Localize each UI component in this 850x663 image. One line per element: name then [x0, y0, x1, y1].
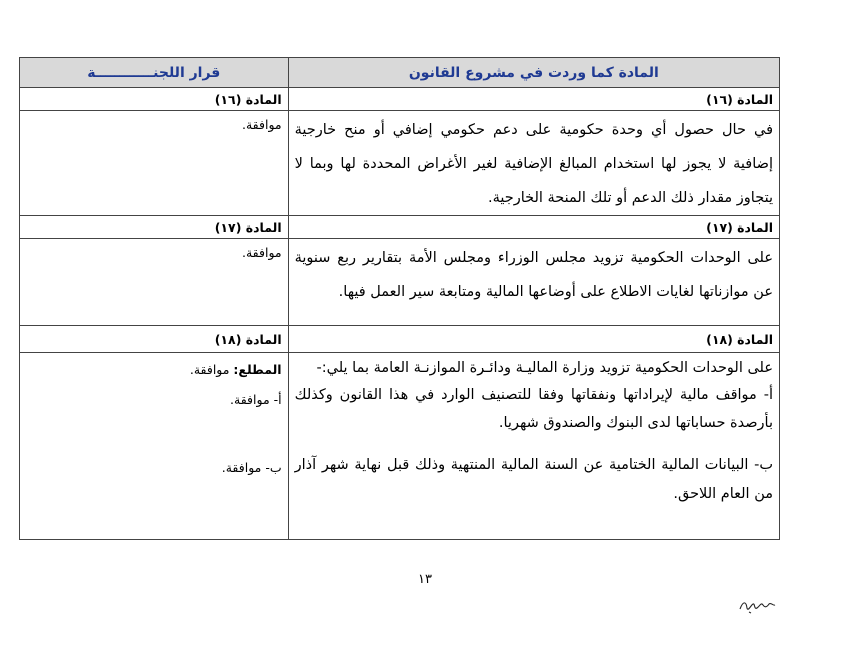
bill-article-18-item-a: أ- مواقف مالية لإيراداتها ونفقاتها وفقا للتصنيف الوارد في هذا القانون وكذلك بأرصدة حساباتها لدى البنوك والصندوق شهريا. — [294, 387, 773, 431]
committee-article-18-title: المادة (١٨) — [20, 326, 289, 353]
committee-article-17-decision: موافقة. — [20, 239, 289, 326]
page-number: ١٣ — [418, 572, 432, 587]
article-17-title-row — [20, 216, 780, 239]
committee-preamble-text: موافقة. — [189, 362, 234, 377]
bill-article-17-text: على الوحدات الحكومية تزويد مجلس الوزراء ومجلس الأمة بتقارير ربع سنوية عن موازناتها لغايات الاطلاع على أوضاعها المالية ومتابعة سير العمل فيها. — [288, 239, 779, 326]
bill-article-18-body — [288, 353, 779, 540]
bill-article-16-title: المادة (١٦) — [288, 88, 779, 111]
article-16-body-row — [20, 111, 780, 216]
committee-article-16-title: المادة (١٦) — [20, 88, 289, 111]
handwritten-initials — [737, 595, 777, 615]
committee-article-18-decision — [20, 353, 289, 540]
bill-article-column-header: المادة كما وردت في مشروع القانون — [288, 58, 779, 88]
bill-article-18-intro: على الوحدات الحكومية تزويد وزارة الماليـة ودائـرة الموازنـة العامة بما يلي:- — [316, 360, 773, 376]
committee-article-17-title: المادة (١٧) — [20, 216, 289, 239]
bill-article-16-text: في حال حصول أي وحدة حكومية على دعم حكومي إضافي أو منح خارجية إضافية لا يجوز لها استخدام المبالغ الإضافية لغير الأغراض المحددة لها وبما لا يتجاوز مقدار ذلك الدعم أو تلك المنحة الخارجية. — [288, 111, 779, 216]
bill-article-18-title: المادة (١٨) — [288, 326, 779, 353]
article-18-title-row — [20, 326, 780, 353]
article-18-body-row — [20, 353, 780, 540]
committee-item-a: أ- موافقة. — [230, 392, 282, 407]
committee-article-16-decision: موافقة. — [20, 111, 289, 216]
table-header-row — [20, 58, 780, 88]
committee-preamble-label: المطلع: — [233, 362, 282, 377]
bill-article-17-title: المادة (١٧) — [288, 216, 779, 239]
committee-preamble-line — [26, 361, 282, 379]
article-16-title-row — [20, 88, 780, 111]
committee-decision-column-header: قرار اللجنــــــــــــة — [20, 58, 289, 88]
bill-comparison-table — [19, 57, 780, 540]
article-17-body-row — [20, 239, 780, 326]
committee-item-b: ب- موافقة. — [221, 460, 282, 475]
bill-article-18-item-b: ب- البيانات المالية الختامية عن السنة المالية المنتهية وذلك قبل نهاية شهر آذار من العام اللاحق. — [294, 457, 773, 502]
